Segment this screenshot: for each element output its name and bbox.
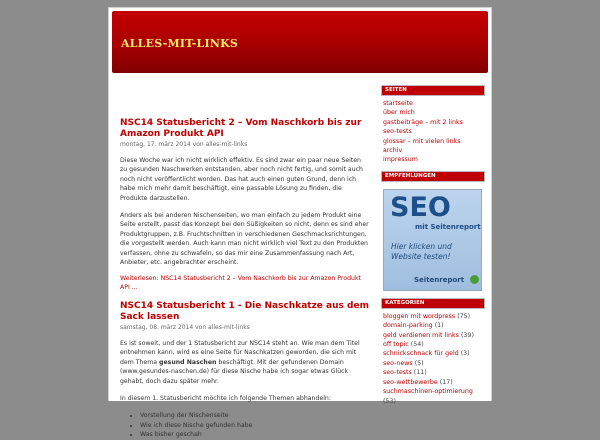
list-item: • Vorstellung der Nischenseite [140, 411, 370, 420]
sidebar-link-glossar[interactable]: glossar – mit vielen links [383, 137, 461, 145]
post-meta-2: samstag, 08. märz 2014 von alles-mit-links [120, 323, 250, 331]
main-content [120, 118, 370, 440]
sidebar-link-startseite[interactable]: startseite [383, 100, 413, 107]
category-count: (3) [460, 350, 470, 358]
category-link[interactable]: geld verdienen mit links [383, 331, 459, 339]
post-2 [120, 301, 370, 440]
category-count: (75) [457, 312, 471, 320]
sidebar-heading-seiten: SEITEN [381, 85, 485, 96]
post-text: Es ist soweit, und der 1 Statusbericht zur NSC14 steht an. Wie man dem Titel entnehmen kann, wird es eine Seite für Naschkatzen geworden, die sich mit dem Thema [120, 339, 360, 366]
category-link[interactable]: seo-news [383, 359, 413, 367]
category-count: (11) [413, 369, 427, 377]
category-link[interactable]: bloggen mit wordpress [383, 312, 456, 320]
post-title-1[interactable]: NSC14 Statusbericht 2 – Vom Naschkorb bis zur Amazon Produkt API [120, 118, 362, 139]
post-text-bold: gesund Naschen [159, 358, 217, 366]
category-count: (5) [414, 359, 424, 367]
site-title[interactable]: ALLES-MIT-LINKS [121, 37, 238, 50]
seo-banner-title: SEO [390, 191, 451, 223]
category-link[interactable]: suchmaschinen-optimierung [383, 388, 473, 396]
category-count: (53) [383, 397, 396, 405]
post-text: beschäftigt. Mit der gefundenen Domain (www.gesundes-naschen.de) für diese Nische habe ich sogar etwas Glück gehabt, doch dazu später mehr. [120, 358, 349, 385]
category-count: (17) [439, 378, 453, 386]
category-item [383, 349, 485, 358]
sidebar [381, 85, 485, 412]
category-item [383, 387, 485, 406]
category-count: (54) [410, 341, 424, 349]
sidebar-link-archiv[interactable]: archiv [383, 147, 403, 155]
post-topic-list [120, 411, 370, 439]
category-link[interactable]: off topic [383, 341, 409, 349]
category-item [383, 331, 485, 340]
post-paragraph: Diese Woche war ich nicht wirklich effektiv. Es sind zwar ein paar neue Seiten zu gesunden Naschwerken entstanden, aber noch nicht fertig, und somit auch noch nicht veröffentlicht worden. Das hat auch einen guten Grund, denn ich habe mich mehr damit beschäftigt, eine passable Lösung zu finden, die Produkte darzustellen. [120, 157, 363, 202]
read-more-link[interactable]: Weiterlesen: NSC14 Statusbericht 2 – Vom Naschkorb bis zur Amazon Produkt API ... [120, 275, 361, 291]
seo-banner-hint: Hier klicken und Website testen! [391, 241, 452, 261]
categories-list [381, 312, 485, 406]
list-item: • Was bisher geschah [140, 430, 370, 439]
sidebar-heading-kategorien: KATEGORIEN [381, 298, 485, 309]
category-count: (1) [434, 322, 444, 330]
category-item [383, 378, 485, 387]
sidebar-link-ueber-mich[interactable]: über mich [383, 109, 415, 117]
category-item [383, 321, 485, 330]
post-paragraph: In diesem 1. Statusbericht möchte ich folgende Themen abhandeln: [120, 394, 331, 402]
category-link[interactable]: seo-wettbewerbe [383, 378, 438, 386]
category-item [383, 340, 485, 349]
sidebar-link-impressum[interactable]: impressum [383, 156, 418, 164]
post-1 [120, 118, 370, 292]
seitenreport-logo-icon [470, 275, 479, 284]
category-link[interactable]: seo-tests [383, 369, 412, 377]
category-count: (39) [460, 331, 474, 339]
category-link[interactable]: domain-parking [383, 322, 433, 330]
sidebar-link-gastbeitraege[interactable]: gastbeiträge – mit 2 links [383, 118, 463, 126]
list-item: • Wie ich diese Nische gefunden habe [140, 421, 370, 430]
post-meta-1: montag, 17. märz 2014 von alles-mit-links [120, 141, 248, 148]
seo-banner-ad[interactable] [383, 189, 482, 291]
post-paragraph: Anders als bei anderen Nischenseiten, wo man einfach zu jedem Produkt eine Seite erstellt, passt das Konzept bei den Süßigkeiten so nicht, denn es sind eher Produktgruppen, z.B. Fruchtschnitten in verschiedenen Geschmacksrichtungen, die vorgestellt werden. Auch kann man nicht wirklich viel Text zu den Produkten verfassen, ohne zu schwafeln, so das mir eine Zusammenfassung nach Art, Anbieter, etc. angebrachter erscheint. [120, 212, 369, 267]
category-item [383, 312, 485, 321]
category-item [383, 359, 485, 368]
seo-banner-brand: Seitenreport [414, 275, 465, 284]
page-container [108, 7, 492, 439]
sidebar-heading-empfehlungen: EMPFEHLUNGEN [381, 171, 485, 182]
post-title-2[interactable]: NSC14 Statusbericht 1 - Die Naschkatze aus dem Sack lassen [120, 300, 369, 322]
post-paragraph [120, 339, 370, 386]
site-header [112, 11, 488, 73]
pages-list [381, 99, 485, 165]
sidebar-link-seo-tests[interactable]: seo-tests [383, 128, 412, 136]
seo-banner-subtitle: mit Seitenreport [415, 222, 481, 231]
category-link[interactable]: schnickschnack für geld [383, 350, 459, 358]
category-item [383, 368, 485, 377]
